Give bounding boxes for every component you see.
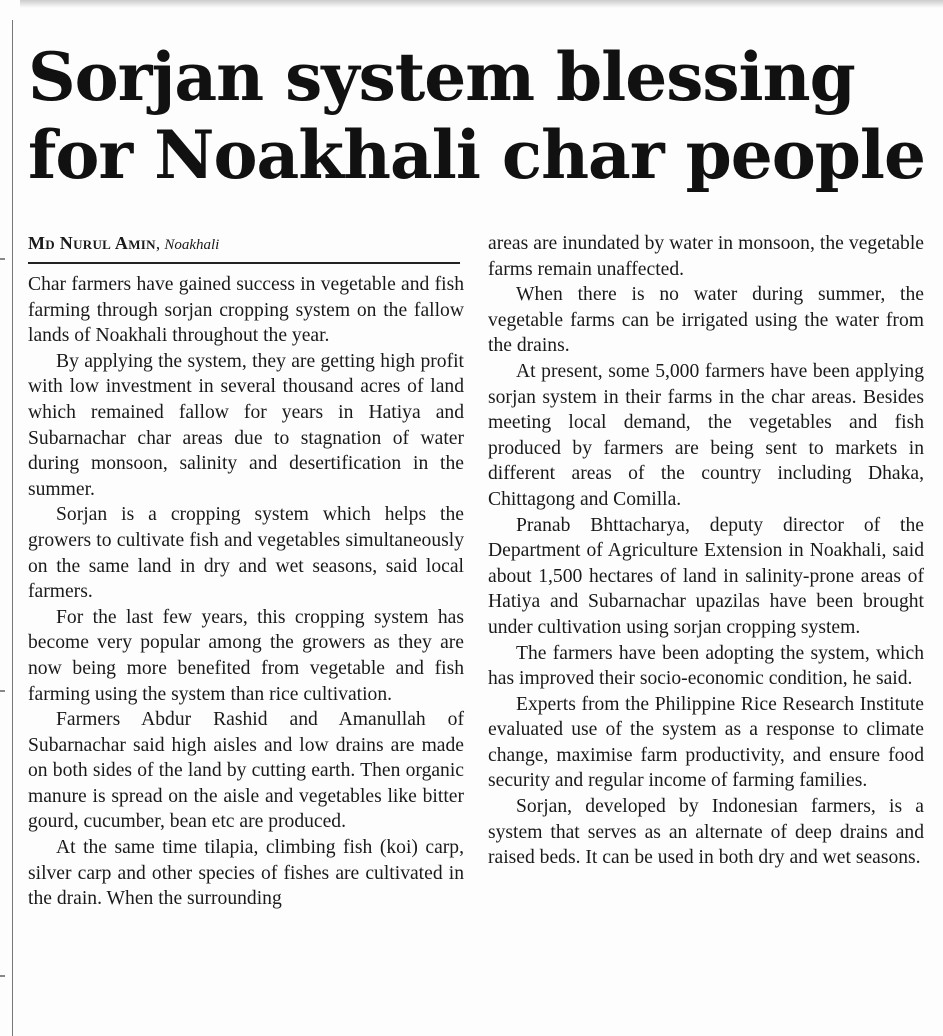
paragraph: Experts from the Philippine Rice Research Institute evaluated use of the system as a response to climate change, maximise farm productivity, and ensure food security and regular income of farming families. — [488, 693, 924, 792]
byline — [28, 232, 460, 264]
byline-location: Noakhali — [164, 237, 220, 253]
paragraph: Sorjan is a cropping system which helps the growers to cultivate fish and vegetables simultaneously on the same land in dry and wet seasons, said local farmers. — [28, 504, 464, 603]
paragraph: At present, some 5,000 farmers have been applying sorjan system in their farms in the char areas. Besides meeting local demand, the vegetables and fish produced by farmers are being sent to markets in different areas of the country including Dhaka, Chittagong and Comilla. — [488, 360, 924, 510]
scan-speck — [0, 975, 5, 977]
left-column-rule — [12, 20, 13, 1036]
scan-speck — [0, 690, 5, 692]
scan-speck — [0, 258, 5, 260]
paragraph: For the last few years, this cropping system has become very popular among the growers as they are now being more benefited from vegetable and fish farming using the system than rice cultivation. — [28, 606, 464, 705]
paragraph: At the same time tilapia, climbing fish (koi) carp, silver carp and other species of fishes are cultivated in the drain. When the surrounding — [28, 837, 464, 910]
headline: Sorjan system blessing for Noakhali char people — [28, 38, 925, 194]
byline-separator: , — [155, 234, 165, 253]
paragraph: By applying the system, they are getting high profit with low investment in several thousand acres of land which remained fallow for years in Hatiya and Subarnachar char areas due to stagnation of water during monsoon, salinity and desertification in the summer. — [28, 350, 464, 500]
paragraph: When there is no water during summer, the vegetable farms can be irrigated using the water from the drains. — [488, 284, 924, 357]
paragraph: Pranab Bhttacharya, deputy director of the Department of Agriculture Extension in Noakhali, said about 1,500 hectares of land in salinity-prone areas of Hatiya and Subarnachar upazilas have been brought under cultivation using sorjan cropping system. — [488, 514, 924, 638]
left-column — [28, 272, 464, 912]
paragraph: Farmers Abdur Rashid and Amanullah of Subarnachar said high aisles and low drains are made on both sides of the land by cutting earth. Then organic manure is spread on the aisle and vegetables like bitter gourd, cucumber, bean etc are produced. — [28, 709, 464, 833]
byline-author: Md Nurul Amin — [28, 233, 156, 253]
paragraph: Sorjan, developed by Indonesian farmers, is a system that serves as an alternate of deep drains and raised beds. It can be used in both dry and wet seasons. — [488, 796, 924, 869]
right-column — [488, 231, 924, 871]
paragraph: The farmers have been adopting the system, which has improved their socio-economic condition, he said. — [488, 642, 924, 690]
paragraph: Char farmers have gained success in vegetable and fish farming through sorjan cropping system on the fallow lands of Noakhali throughout the year. — [28, 274, 464, 347]
paragraph-continued: areas are inundated by water in monsoon, the vegetable farms remain unaffected. — [488, 233, 924, 280]
scan-top-edge — [20, 0, 943, 8]
